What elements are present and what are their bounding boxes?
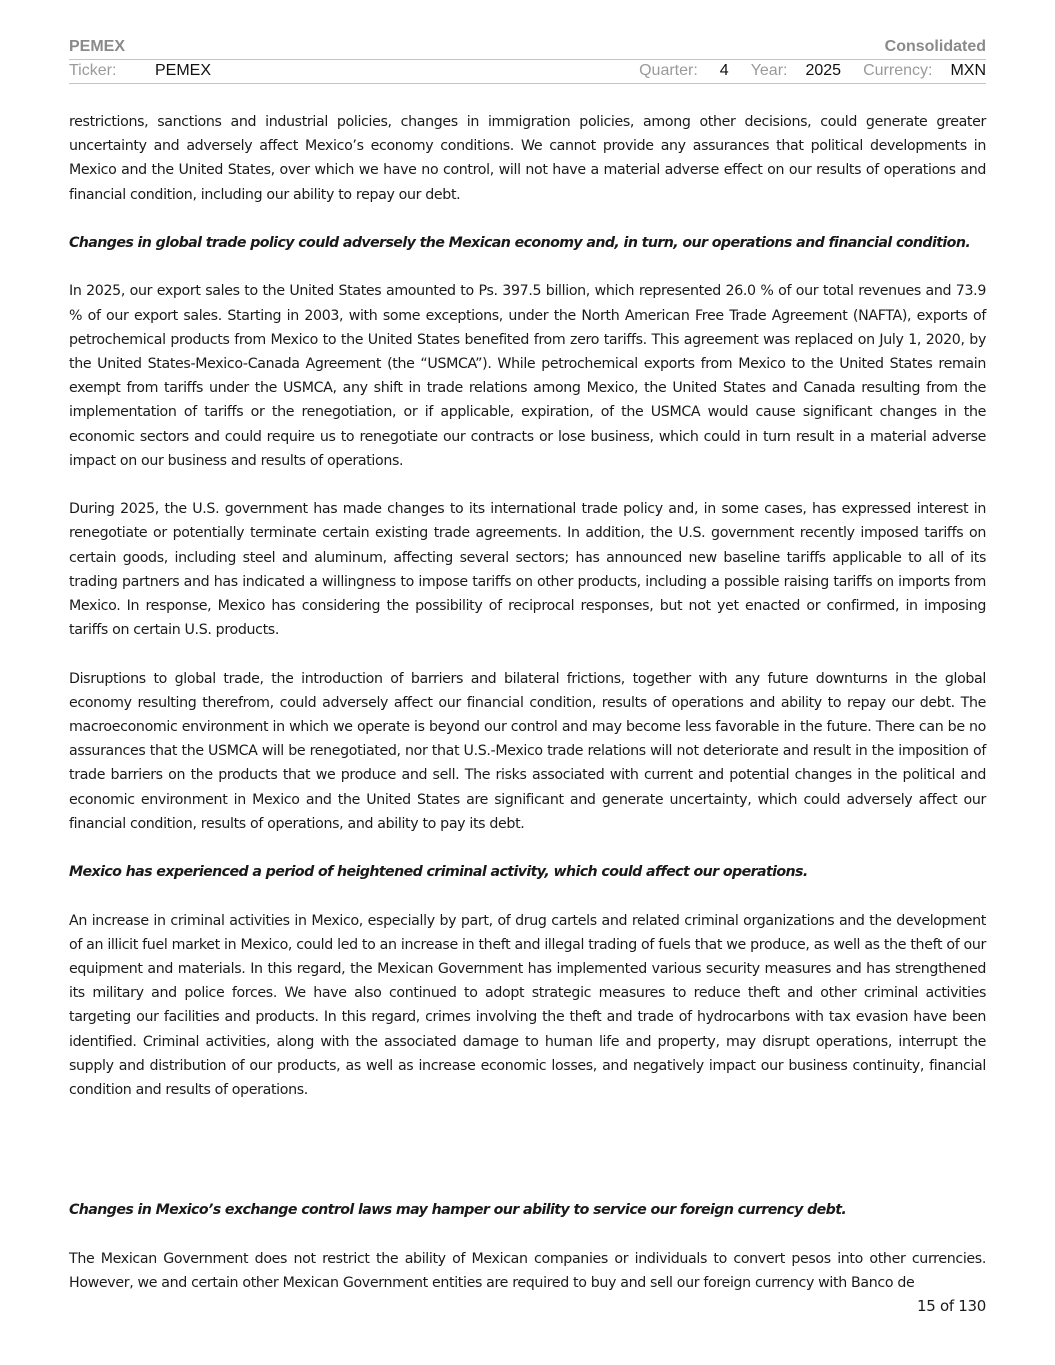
quarter-value: 4 [719,62,729,79]
currency-value: MXN [950,62,986,79]
ticker-value: PEMEX [155,62,212,79]
document-body [69,110,986,1295]
section-heading-trade-policy: Changes in global trade policy could adversely the Mexican economy and, in turn, our operations and financial condition. [69,235,971,251]
page-number: 15 of 130 [916,1297,986,1315]
company-name: PEMEX [69,38,126,55]
paragraph: An increase in criminal activities in Mexico, especially by part, of drug cartels and related criminal organizations and the development of an illicit fuel market in Mexico, could led to an increase in theft and illegal trading of fuels that we produce, as well as the theft of our equipment and materials. In this regard, the Mexican Government has implemented various security measures and has strengthened its military and police forces. We have also continued to adopt strategic measures to reduce theft and other criminal activities targeting our facilities and products. In this regard, crimes involving the theft and trade of hydrocarbons with tax evasion have been identified. Criminal activities, along with the associated damage to human life and property, may disrupt operations, interrupt the supply and distribution of our products, as well as increase economic losses, and negatively impact our business continuity, financial condition and results of operations. [69,912,986,1099]
header-meta-row [69,60,986,84]
section-heading-exchange-control: Changes in Mexico’s exchange control laws may hamper our ability to service our foreign currency debt. [69,1202,847,1219]
year-label: Year: [750,62,788,79]
currency-label: Currency: [863,62,933,79]
ticker-label: Ticker: [69,62,117,79]
report-scope: Consolidated [884,38,986,55]
year-value: 2025 [805,62,842,79]
report-header [69,36,986,84]
header-title-row [69,36,986,60]
paragraph: In 2025, our export sales to the United States amounted to Ps. 397.5 billion, which represented 26.0 % of our total revenues and 73.9 % of our export sales. Starting in 2003, with some exceptions, under the North American Free Trade Agreement (NAFTA), exports of petrochemical products from Mexico to the United States benefited from zero tariffs. This agreement was replaced on July 1, 2020, by the United States-Mexico-Canada Agreement (the “USMCA”). While petrochemical exports from Mexico to the United States remain exempt from tariffs under the USMCA, any shift in trade relations among Mexico, the United States and Canada resulting from the implementation of tariffs or the renegotiation, or if applicable, expiration, of the USMCA would cause significant changes in the economic sectors and could require us to renegotiate our contracts or lose business, which could in turn result in a material adverse impact on our business and results of operations. [69,283,986,469]
paragraph: During 2025, the U.S. government has made changes to its international trade policy and, in some cases, has expressed interest in renegotiate or potentially terminate certain existing trade agreements. In addition, the U.S. government recently imposed tariffs on certain goods, including steel and aluminum, affecting several sectors; has announced new baseline tariffs applicable to all of its trading partners and has indicated a willingness to impose tariffs on other products, including a possible raising tariffs on imports from Mexico. In response, Mexico has considering the possibility of reciprocal responses, but not yet enacted or confirmed, in imposing tariffs on certain U.S. products. [69,501,986,639]
section-heading-criminal-activity: Mexico has experienced a period of heightened criminal activity, which could affect our operations. [69,864,808,881]
paragraph: restrictions, sanctions and industrial policies, changes in immigration policies, among other decisions, could generate greater uncertainty and adversely affect Mexico’s economy conditions. We cannot provide any assurances that political developments in Mexico and the United States, over which we have no control, will not have a material adverse effect on our results of operations and financial condition, including our ability to repay our debt. [69,114,986,203]
quarter-label: Quarter: [639,62,698,79]
paragraph: The Mexican Government does not restrict the ability of Mexican companies or individuals to convert pesos into other currencies. However, we and certain other Mexican Government entities are required to buy and sell our foreign currency with Banco de [69,1250,986,1291]
paragraph: Disruptions to global trade, the introduction of barriers and bilateral frictions, together with any future downturns in the global economy resulting therefrom, could adversely affect our financial condition, results of operations and ability to repay our debt. The macroeconomic environment in which we operate is beyond our control and may become less favorable in the future. There can be no assurances that the USMCA will be renegotiated, nor that U.S.-Mexico trade relations will not deteriorate and result in the imposition of trade barriers on the products that we produce and sell. The risks associated with current and potential changes in the political and economic environment in Mexico and the United States are significant and generate uncertainty, which could adversely affect our financial condition, results of operations, and ability to pay its debt. [69,670,986,832]
